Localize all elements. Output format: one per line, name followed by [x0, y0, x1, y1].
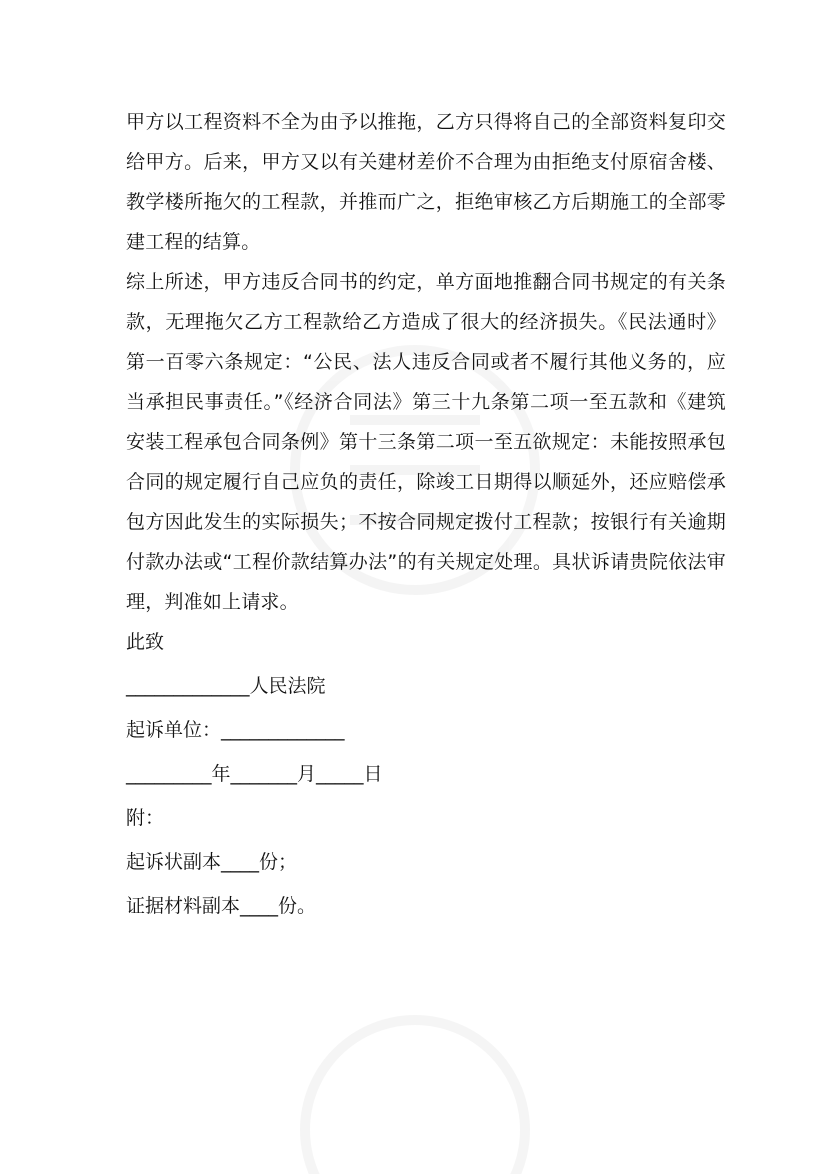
- attachment-item-1: 起诉状副本____份；: [126, 851, 298, 873]
- plaintiff-line: 起诉单位：_____________: [126, 719, 345, 741]
- attachment-label: 附：: [126, 807, 165, 829]
- closing-salutation: 此致: [126, 631, 165, 653]
- document-body: [126, 102, 726, 930]
- paragraph-2: 综上所述，甲方违反合同书的约定，单方面地推翻合同书规定的有关条款，无理拖欠乙方工程款给乙方造成了很大的经济损失。《民法通时》第一百零六条规定：“公民、法人违反合同或者不履行其他义务的，应当承担民事责任。”《经济合同法》第三十九条第二项一至五款和《建筑安装工程承包合同条例》第十三条第二项一至五欲规定：未能按照承包合同的规定履行自己应负的责任，除竣工日期得以顺延外，还应赔偿承包方因此发生的实际损失；不按合同规定拨付工程款；按银行有关逾期付款办法或“工程价款结算办法”的有关规定处理。具状诉请贵院依法审理，判准如上请求。: [126, 271, 726, 613]
- paragraph-1: 甲方以工程资料不全为由予以推拖，乙方只得将自己的全部资料复印交给甲方。后来，甲方又以有关建材差价不合理为由拒绝支付原宿舍楼、教学楼所拖欠的工程款，并推而广之，拒绝审核乙方后期施工的全部零建工程的结算。: [126, 111, 726, 253]
- date-line: _________年_______月_____日: [126, 763, 383, 785]
- court-line: _____________人民法院: [126, 675, 326, 697]
- attachment-item-2: 证据材料副本____份。: [126, 895, 317, 917]
